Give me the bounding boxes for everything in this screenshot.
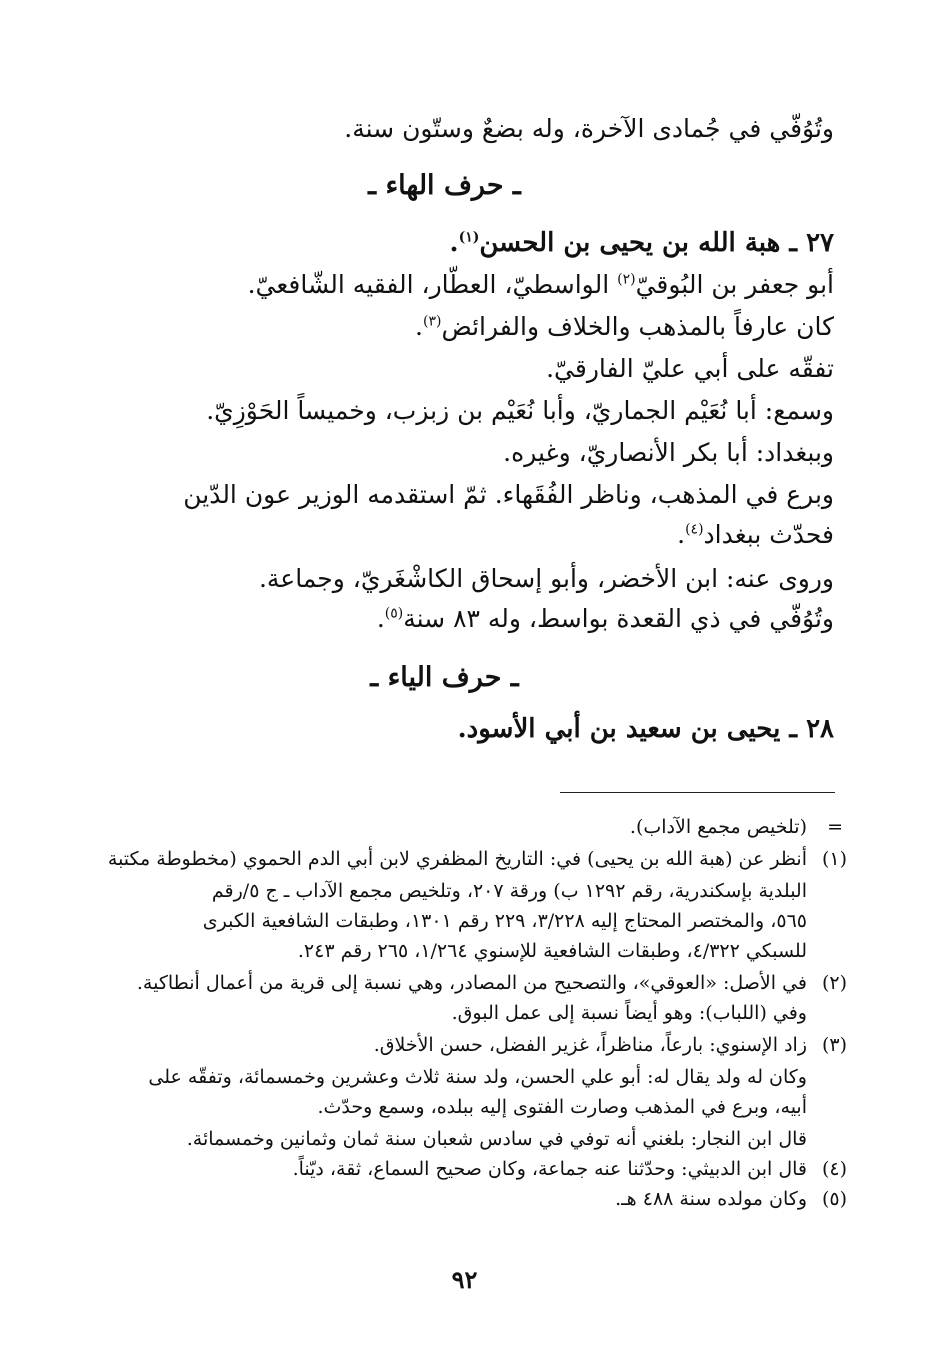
footnote-continuation-text: (تلخيص مجمع الآداب). [629, 816, 807, 838]
footnote-5-marker: (٥) [821, 1188, 847, 1210]
footnote-ref-1: (١) [458, 229, 480, 246]
text-line-death [377, 602, 834, 636]
kunya-text-b: الواسطيّ، العطّار، الفقيه الشّافعيّ. [247, 270, 618, 299]
text-line-rawa: وروى عنه: ابن الأخضر، وأبو إسحاق الكاشْغَريّ، وجماعة. [258, 564, 834, 593]
footnote-2-line-1: في الأصل: «العوقي»، والتصحيح من المصادر، وهي نسبة إلى قرية من أعمال أنطاكية. [136, 972, 807, 994]
haddath-text: فحدّث ببغداد [703, 520, 834, 549]
text-line-tafaqqah: تفقّه على أبي عليّ الفارقيّ. [546, 354, 834, 383]
text-line-baraa: وبرع في المذهب، وناظر الفُقَهاء. ثمّ استقدمه الوزير عون الدّين [183, 480, 834, 509]
footnote-1-line-2: البلدية بإسكندرية، رقم ١٢٩٢ ب) ورقة ٢٠٧، وتلخيص مجمع الآداب ـ ج ٥/رقم [211, 880, 807, 902]
footnote-ref-5: (٥) [384, 605, 404, 622]
footnote-ref-2: (٢) [617, 271, 636, 288]
footnote-3-line-2: وكان له ولد يقال له: أبو علي الحسن، ولد سنة ثلاث وعشرين وخمسمائة، وتفقّه على [148, 1066, 807, 1088]
footnote-2-marker: (٢) [821, 972, 847, 994]
footnote-2-line-2: وفي (اللباب): وهو أيضاً نسبة إلى عمل البوق. [451, 1002, 807, 1024]
footnote-4-marker: (٤) [821, 1158, 847, 1180]
text-line-intro: وتُوُفّي في جُمادى الآخرة، وله بضعٌ وستّون سنة. [344, 114, 834, 143]
text-line-baghdad: وببغداد: أبا بكر الأنصاريّ، وغيره. [503, 438, 834, 467]
arif-text: كان عارفاً بالمذهب والخلاف والفرائض [441, 312, 834, 341]
footnote-1-line-4: للسبكي ٤/٣٢٢، وطبقات الشافعية للإسنوي ١/٢٦٤، ٢٦٥ رقم ٢٤٣. [297, 940, 807, 962]
entry-27-title-text: ٢٧ ـ هبة الله بن يحيى بن الحسن [479, 228, 834, 258]
footnote-1-line-1: أنظر عن (هبة الله بن يحيى) في: التاريخ المظفري لابن أبي الدم الحموي (مخطوطة مكتبة [107, 848, 807, 870]
text-line-arif [415, 310, 834, 344]
footnote-3-line-3: أبيه، وبرع في المذهب وصارت الفتوى إليه ببلده، وسمع وحدّث. [317, 1096, 807, 1118]
section-heading-ha: ـ حرف الهاء ـ [368, 170, 521, 201]
arif-text-end: . [415, 312, 423, 341]
footnote-3-marker: (٣) [821, 1034, 847, 1056]
footnote-1-marker: (١) [821, 848, 847, 870]
footnote-ref-3: (٣) [422, 313, 442, 330]
death-text-end: . [376, 604, 385, 633]
footnote-1-line-3: ٥٦٥، والمختصر المحتاج إليه ٣/٢٢٨، ٢٢٩ رقم ١٣٠١، وطبقات الشافعية الكبرى [202, 910, 807, 932]
kunya-text-a: أبو جعفر بن البُوقيّ [635, 270, 834, 299]
entry-28-title: ٢٨ ـ يحيى بن سعيد بن أبي الأسود. [457, 714, 834, 744]
text-line-haddath [677, 518, 834, 552]
text-line-sami: وسمع: أبا نُعَيْم الجماريّ، وأبا نُعَيْم بن زبزب، وخميساً الحَوْزِيّ. [206, 396, 834, 425]
text-line-kunya [248, 268, 834, 302]
footnote-3-line-1: زاد الإسنوي: بارعاً، مناظراً، غزير الفضل، حسن الأخلاق. [373, 1034, 807, 1056]
death-text: وتُوُفّي في ذي القعدة بواسط، وله ٨٣ سنة [403, 604, 834, 633]
entry-27-title-end: . [449, 228, 459, 258]
footnote-3-line-4: قال ابن النجار: بلغني أنه توفي في سادس شعبان سنة ثمان وثمانين وخمسمائة. [186, 1128, 807, 1150]
footnote-4-line-1: قال ابن الدبيثي: وحدّثنا عنه جماعة، وكان صحيح السماع، ثقة، ديّناً. [292, 1158, 807, 1180]
section-heading-ya: ـ حرف الياء ـ [370, 662, 519, 693]
haddath-text-end: . [677, 520, 686, 549]
page-number: ٩٢ [451, 1265, 478, 1294]
footnote-continuation-marker: = [827, 816, 843, 838]
footnote-ref-4: (٤) [685, 521, 704, 538]
entry-27-title [450, 226, 834, 260]
footnote-5-line-1: وكان مولده سنة ٤٨٨ هـ. [615, 1188, 807, 1210]
footnote-separator [560, 792, 835, 793]
